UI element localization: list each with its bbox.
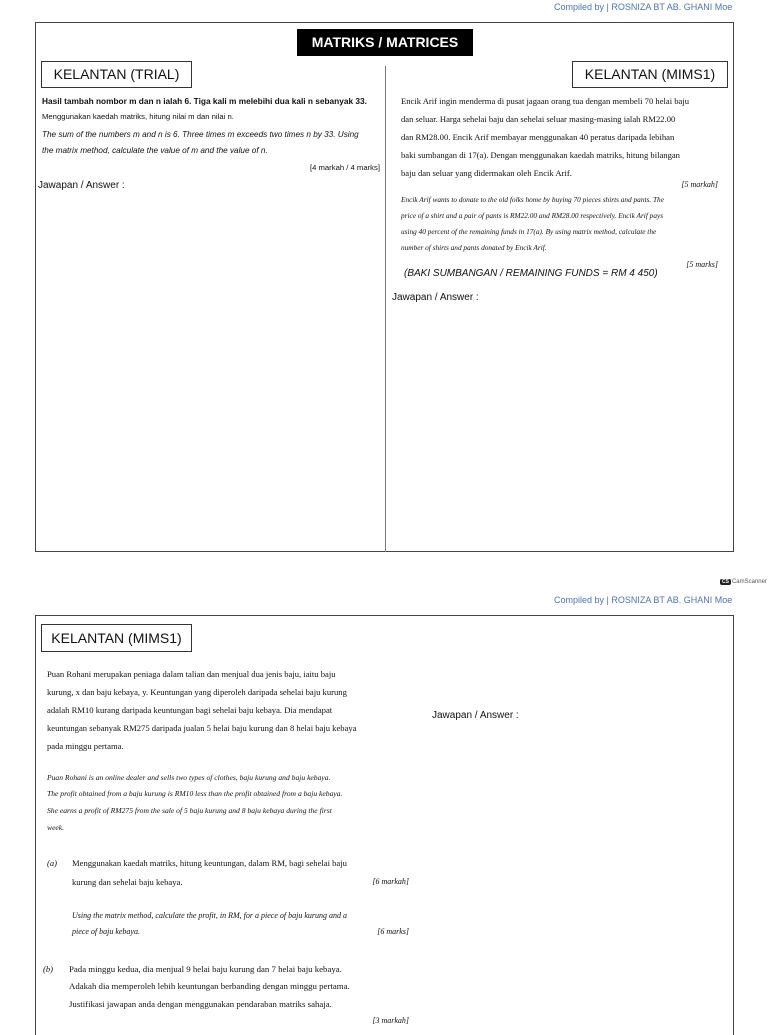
question-en-line: number of shirts and pants donated by Encik Arif. [401, 243, 547, 252]
question-ms-line: baju dan seluar yang didermakan oleh Encik Arif. [401, 168, 572, 178]
question-en-line: Encik Arif wants to donate to the old folks home by buying 70 pieces shirts and pants. The [401, 195, 664, 204]
question-en-line: the matrix method, calculate the value of m and the value of n. [42, 146, 268, 155]
question-en-line: price of a shirt and a pair of pants is RM22.00 and RM28.00 respectively. Encik Arif pays [401, 211, 664, 220]
intro-en-line: week. [47, 823, 65, 832]
part-a-ms-line: Menggunakan kaedah matriks, hitung keuntungan, dalam RM, bagi sehelai baju [72, 858, 347, 868]
marks-label: [6 marks] [377, 927, 409, 936]
intro-ms-line: adalah RM10 kurang daripada keuntungan bagi sehelai baju kebaya. Dia mendapat [47, 705, 333, 715]
intro-ms-line: keuntungan sebanyak RM275 daripada jualan 5 helai baju kurung dan 8 helai baju kebaya [47, 723, 357, 733]
page1-credit: Compiled by | ROSNIZA BT AB. GHANI Moe [554, 2, 733, 12]
marks-label: [6 markah] [372, 877, 409, 886]
camscanner-icon: CS [722, 579, 729, 585]
part-b-ms-line: Justifikasi jawapan anda dengan menggunakan pendaraban matriks sahaja. [69, 999, 332, 1009]
question-en-line: The sum of the numbers m and n is 6. Three times m exceeds two times n by 33. Using [42, 130, 359, 139]
page2-credit: Compiled by | ROSNIZA BT AB. GHANI Moe [554, 595, 733, 605]
column-divider [385, 66, 386, 552]
source-label-kelantan-mims1: KELANTAN (MIMS1) [572, 61, 728, 88]
question-ms-line: baki sumbangan di 17(a). Dengan menggunakan kaedah matriks, hitung bilangan [401, 150, 680, 160]
marks-label: [5 markah] [681, 180, 718, 189]
camscanner-logo [720, 579, 767, 585]
question-ms-line: Hasil tambah nombor m dan n ialah 6. Tiga kali m melebihi dua kali n sebanyak 33. [42, 96, 367, 106]
intro-ms-line: Puan Rohani merupakan peniaga dalam talian dan menjual dua jenis baju, iaitu baju [47, 669, 336, 679]
remaining-funds-note: (BAKI SUMBANGAN / REMAINING FUNDS = RM 4 450) [404, 268, 658, 279]
question-ms-line: dan RM28.00. Encik Arif membayar menggunakan 40 peratus daripada lebihan [401, 132, 675, 142]
part-a-number: (a) [47, 858, 58, 868]
part-a-en-line: Using the matrix method, calculate the profit, in RM, for a piece of baju kurung and a [72, 911, 347, 920]
marks-label: [5 marks] [686, 260, 718, 269]
answer-label: Jawapan / Answer : [38, 180, 125, 191]
answer-label: Jawapan / Answer : [392, 292, 479, 303]
source-label-kelantan-mims1: KELANTAN (MIMS1) [41, 624, 192, 652]
intro-en-line: She earns a profit of RM275 from the sale of 5 baju kurung and 8 baju kebaya during the first [47, 806, 332, 815]
question-ms-line: Menggunakan kaedah matriks, hitung nilai m dan nilai n. [42, 112, 234, 121]
source-label-kelantan-trial: KELANTAN (TRIAL) [41, 61, 192, 88]
page-title: MATRIKS / MATRICES [297, 29, 473, 56]
part-b-number: (b) [43, 964, 54, 974]
question-ms-line: dan seluar. Harga sehelai baju dan sehelai seluar masing-masing ialah RM22.00 [401, 114, 676, 124]
intro-en-line: Puan Rohani is an online dealer and sells two types of clothes, baju kurung and baju kebaya. [47, 773, 331, 782]
part-b-ms-line: Adakah dia memperoleh lebih keuntungan berbanding dengan minggu pertama. [69, 981, 350, 991]
intro-en-line: The profit obtained from a baju kurung is RM10 less than the profit obtained from a baju kebaya. [47, 789, 343, 798]
intro-ms-line: kurung, x dan baju kebaya, y. Keuntungan yang diperoleh daripada sehelai baju kurung [47, 687, 347, 697]
question-ms-line: Encik Arif ingin menderma di pusat jagaan orang tua dengan membeli 70 helai baju [401, 96, 690, 106]
part-b-ms-line: Pada minggu kedua, dia menjual 9 helai baju kurung dan 7 helai baju kebaya. [69, 964, 342, 974]
part-a-en-line: piece of baju kebaya. [72, 927, 140, 936]
intro-ms-line: pada minggu pertama. [47, 741, 124, 751]
marks-label: [3 markah] [372, 1016, 409, 1025]
answer-label: Jawapan / Answer : [432, 710, 519, 721]
camscanner-text: CamScanner [731, 579, 767, 585]
question-en-line: using 40 percent of the remaining funds in 17(a). By using matrix method, calculate the [401, 227, 657, 236]
part-a-ms-line: kurung dan sehelai baju kebaya. [72, 877, 183, 887]
marks-label: [4 markah / 4 marks] [309, 163, 380, 172]
